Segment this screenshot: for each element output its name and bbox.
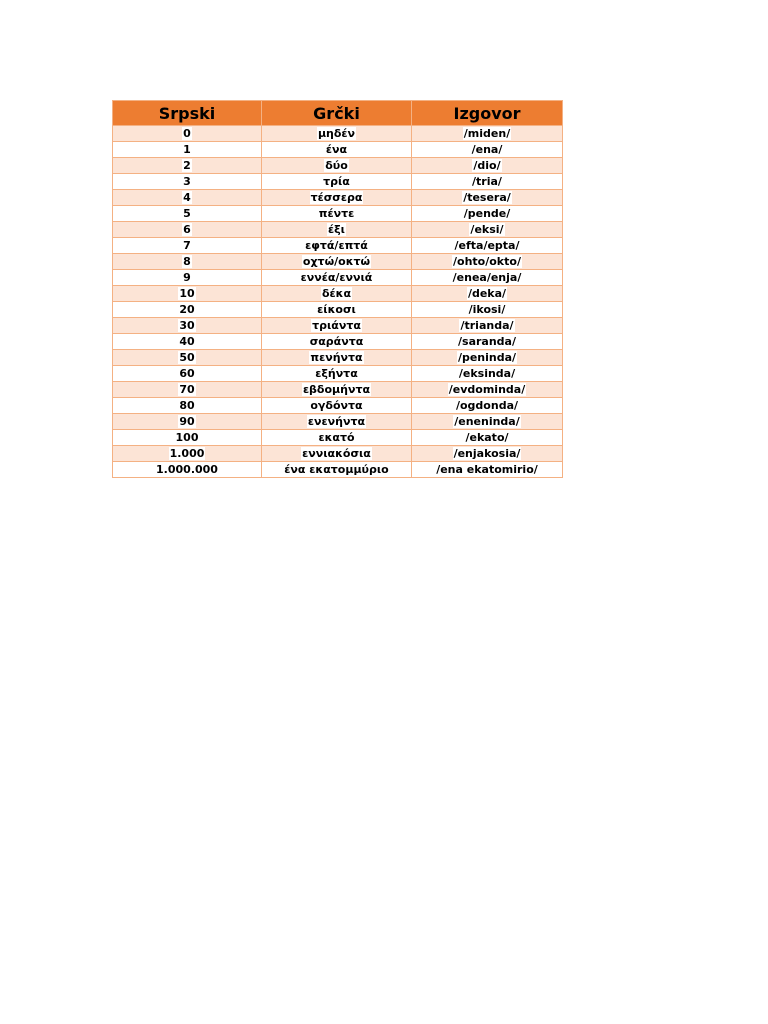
cell-izgovor [412, 174, 563, 190]
cell-srpski-text: 6 [183, 223, 191, 236]
cell-izgovor-text: /pende/ [463, 207, 511, 220]
cell-izgovor-text: /eksi/ [470, 223, 504, 236]
cell-srpski-text: 60 [179, 367, 195, 380]
cell-izgovor [412, 190, 563, 206]
cell-grcki [262, 126, 412, 142]
table-row [113, 238, 563, 254]
cell-srpski [113, 462, 262, 478]
cell-srpski [113, 398, 262, 414]
cell-izgovor [412, 238, 563, 254]
header-izgovor: Izgovor [412, 101, 563, 126]
cell-izgovor [412, 142, 563, 158]
cell-grcki-text: τριάντα [312, 319, 361, 332]
cell-izgovor [412, 222, 563, 238]
cell-izgovor [412, 270, 563, 286]
cell-srpski [113, 158, 262, 174]
cell-grcki-text: οχτώ/οκτώ [302, 255, 371, 268]
cell-grcki-text: πενήντα [310, 351, 363, 364]
cell-srpski-text: 0 [183, 127, 191, 140]
cell-grcki-text: δύο [325, 159, 348, 172]
table-row [113, 270, 563, 286]
cell-srpski-text: 1.000 [169, 447, 205, 460]
cell-izgovor-text: /efta/epta/ [454, 239, 520, 252]
cell-grcki [262, 382, 412, 398]
cell-srpski-text: 100 [175, 431, 199, 444]
cell-grcki [262, 350, 412, 366]
cell-srpski-text: 10 [179, 287, 195, 300]
cell-srpski [113, 286, 262, 302]
cell-srpski-text: 8 [183, 255, 191, 268]
cell-grcki [262, 174, 412, 190]
cell-grcki-text: ένα εκατομμύριο [284, 463, 389, 476]
cell-izgovor-text: /ekato/ [465, 431, 509, 444]
cell-izgovor-text: /ikosi/ [468, 303, 506, 316]
cell-izgovor [412, 334, 563, 350]
table-row [113, 158, 563, 174]
cell-grcki [262, 206, 412, 222]
cell-izgovor [412, 126, 563, 142]
table-row [113, 446, 563, 462]
cell-srpski [113, 382, 262, 398]
cell-srpski-text: 2 [183, 159, 191, 172]
cell-grcki-text: εκατό [318, 431, 355, 444]
cell-izgovor [412, 302, 563, 318]
cell-srpski-text: 5 [183, 207, 191, 220]
cell-srpski [113, 430, 262, 446]
cell-srpski-text: 30 [179, 319, 195, 332]
cell-srpski-text: 40 [179, 335, 195, 348]
table-row [113, 318, 563, 334]
cell-grcki [262, 414, 412, 430]
table-row [113, 414, 563, 430]
cell-izgovor-text: /ena ekatomirio/ [436, 463, 538, 476]
cell-izgovor-text: /ogdonda/ [455, 399, 519, 412]
cell-grcki [262, 430, 412, 446]
table-body [113, 126, 563, 478]
cell-grcki-text: εβδομήντα [302, 383, 371, 396]
cell-izgovor-text: /deka/ [467, 287, 507, 300]
cell-srpski [113, 270, 262, 286]
cell-grcki-text: εννιακόσια [302, 447, 371, 460]
table-row [113, 286, 563, 302]
cell-srpski-text: 9 [183, 271, 191, 284]
table-row [113, 174, 563, 190]
cell-izgovor-text: /ena/ [471, 143, 503, 156]
cell-izgovor-text: /ohto/okto/ [453, 255, 521, 268]
table-row [113, 254, 563, 270]
cell-izgovor [412, 414, 563, 430]
cell-grcki [262, 446, 412, 462]
cell-izgovor [412, 158, 563, 174]
cell-grcki [262, 270, 412, 286]
cell-izgovor-text: /miden/ [463, 127, 511, 140]
cell-srpski [113, 350, 262, 366]
table-row [113, 398, 563, 414]
cell-grcki [262, 158, 412, 174]
cell-srpski-text: 1 [183, 143, 191, 156]
cell-srpski-text: 4 [183, 191, 191, 204]
cell-izgovor [412, 462, 563, 478]
cell-izgovor [412, 398, 563, 414]
cell-izgovor-text: /enea/enja/ [452, 271, 522, 284]
table-row [113, 462, 563, 478]
cell-grcki-text: ενενήντα [307, 415, 366, 428]
cell-izgovor [412, 206, 563, 222]
cell-izgovor [412, 366, 563, 382]
cell-izgovor-text: /evdominda/ [448, 383, 526, 396]
numbers-table [112, 100, 563, 478]
cell-grcki-text: είκοσι [317, 303, 356, 316]
cell-grcki-text: μηδέν [317, 127, 356, 140]
cell-grcki [262, 334, 412, 350]
cell-srpski-text: 1.000.000 [156, 463, 218, 476]
cell-grcki [262, 366, 412, 382]
cell-izgovor [412, 382, 563, 398]
cell-izgovor-text: /dio/ [473, 159, 501, 172]
cell-izgovor [412, 350, 563, 366]
cell-grcki-text: σαράντα [309, 335, 364, 348]
cell-grcki [262, 398, 412, 414]
cell-izgovor-text: /saranda/ [458, 335, 516, 348]
cell-grcki-text: εξήντα [315, 367, 358, 380]
header-grcki: Grčki [262, 101, 412, 126]
numbers-table-container [112, 100, 562, 478]
cell-izgovor [412, 318, 563, 334]
cell-srpski [113, 366, 262, 382]
cell-srpski [113, 302, 262, 318]
cell-srpski [113, 174, 262, 190]
cell-srpski [113, 414, 262, 430]
cell-srpski [113, 126, 262, 142]
cell-izgovor-text: /eksinda/ [458, 367, 516, 380]
cell-grcki [262, 190, 412, 206]
table-row [113, 366, 563, 382]
cell-izgovor-text: /tesera/ [463, 191, 511, 204]
cell-srpski-text: 50 [179, 351, 195, 364]
table-row [113, 382, 563, 398]
table-row [113, 206, 563, 222]
table-row [113, 142, 563, 158]
cell-izgovor [412, 430, 563, 446]
cell-grcki-text: πέντε [318, 207, 355, 220]
table-row [113, 430, 563, 446]
cell-srpski [113, 446, 262, 462]
cell-grcki [262, 238, 412, 254]
table-header-row [113, 101, 563, 126]
cell-grcki [262, 254, 412, 270]
cell-grcki-text: τέσσερα [310, 191, 363, 204]
cell-grcki-text: εννέα/εννιά [300, 271, 373, 284]
cell-grcki-text: ογδόντα [310, 399, 363, 412]
table-row [113, 350, 563, 366]
table-row [113, 222, 563, 238]
cell-srpski [113, 206, 262, 222]
cell-grcki-text: έξι [328, 223, 345, 236]
cell-srpski-text: 20 [179, 303, 195, 316]
cell-grcki [262, 318, 412, 334]
cell-srpski-text: 3 [183, 175, 191, 188]
cell-srpski [113, 254, 262, 270]
cell-grcki-text: τρία [323, 175, 350, 188]
cell-izgovor-text: /peninda/ [457, 351, 517, 364]
cell-izgovor [412, 286, 563, 302]
cell-srpski-text: 7 [183, 239, 191, 252]
table-row [113, 190, 563, 206]
cell-srpski [113, 318, 262, 334]
cell-izgovor [412, 446, 563, 462]
table-row [113, 302, 563, 318]
cell-srpski [113, 334, 262, 350]
cell-srpski [113, 238, 262, 254]
cell-grcki-text: δέκα [321, 287, 352, 300]
cell-izgovor-text: /trianda/ [460, 319, 514, 332]
cell-izgovor [412, 254, 563, 270]
cell-grcki [262, 286, 412, 302]
cell-grcki [262, 142, 412, 158]
cell-izgovor-text: /enjakosia/ [453, 447, 521, 460]
cell-grcki-text: ένα [325, 143, 348, 156]
cell-srpski [113, 190, 262, 206]
cell-grcki [262, 302, 412, 318]
cell-izgovor-text: /eneninda/ [454, 415, 520, 428]
cell-grcki-text: εφτά/επτά [305, 239, 368, 252]
cell-grcki [262, 222, 412, 238]
cell-srpski-text: 70 [179, 383, 195, 396]
cell-srpski [113, 222, 262, 238]
cell-srpski-text: 90 [179, 415, 195, 428]
cell-srpski [113, 142, 262, 158]
cell-grcki [262, 462, 412, 478]
table-row [113, 334, 563, 350]
cell-izgovor-text: /tria/ [472, 175, 502, 188]
header-srpski: Srpski [113, 101, 262, 126]
table-row [113, 126, 563, 142]
cell-srpski-text: 80 [179, 399, 195, 412]
